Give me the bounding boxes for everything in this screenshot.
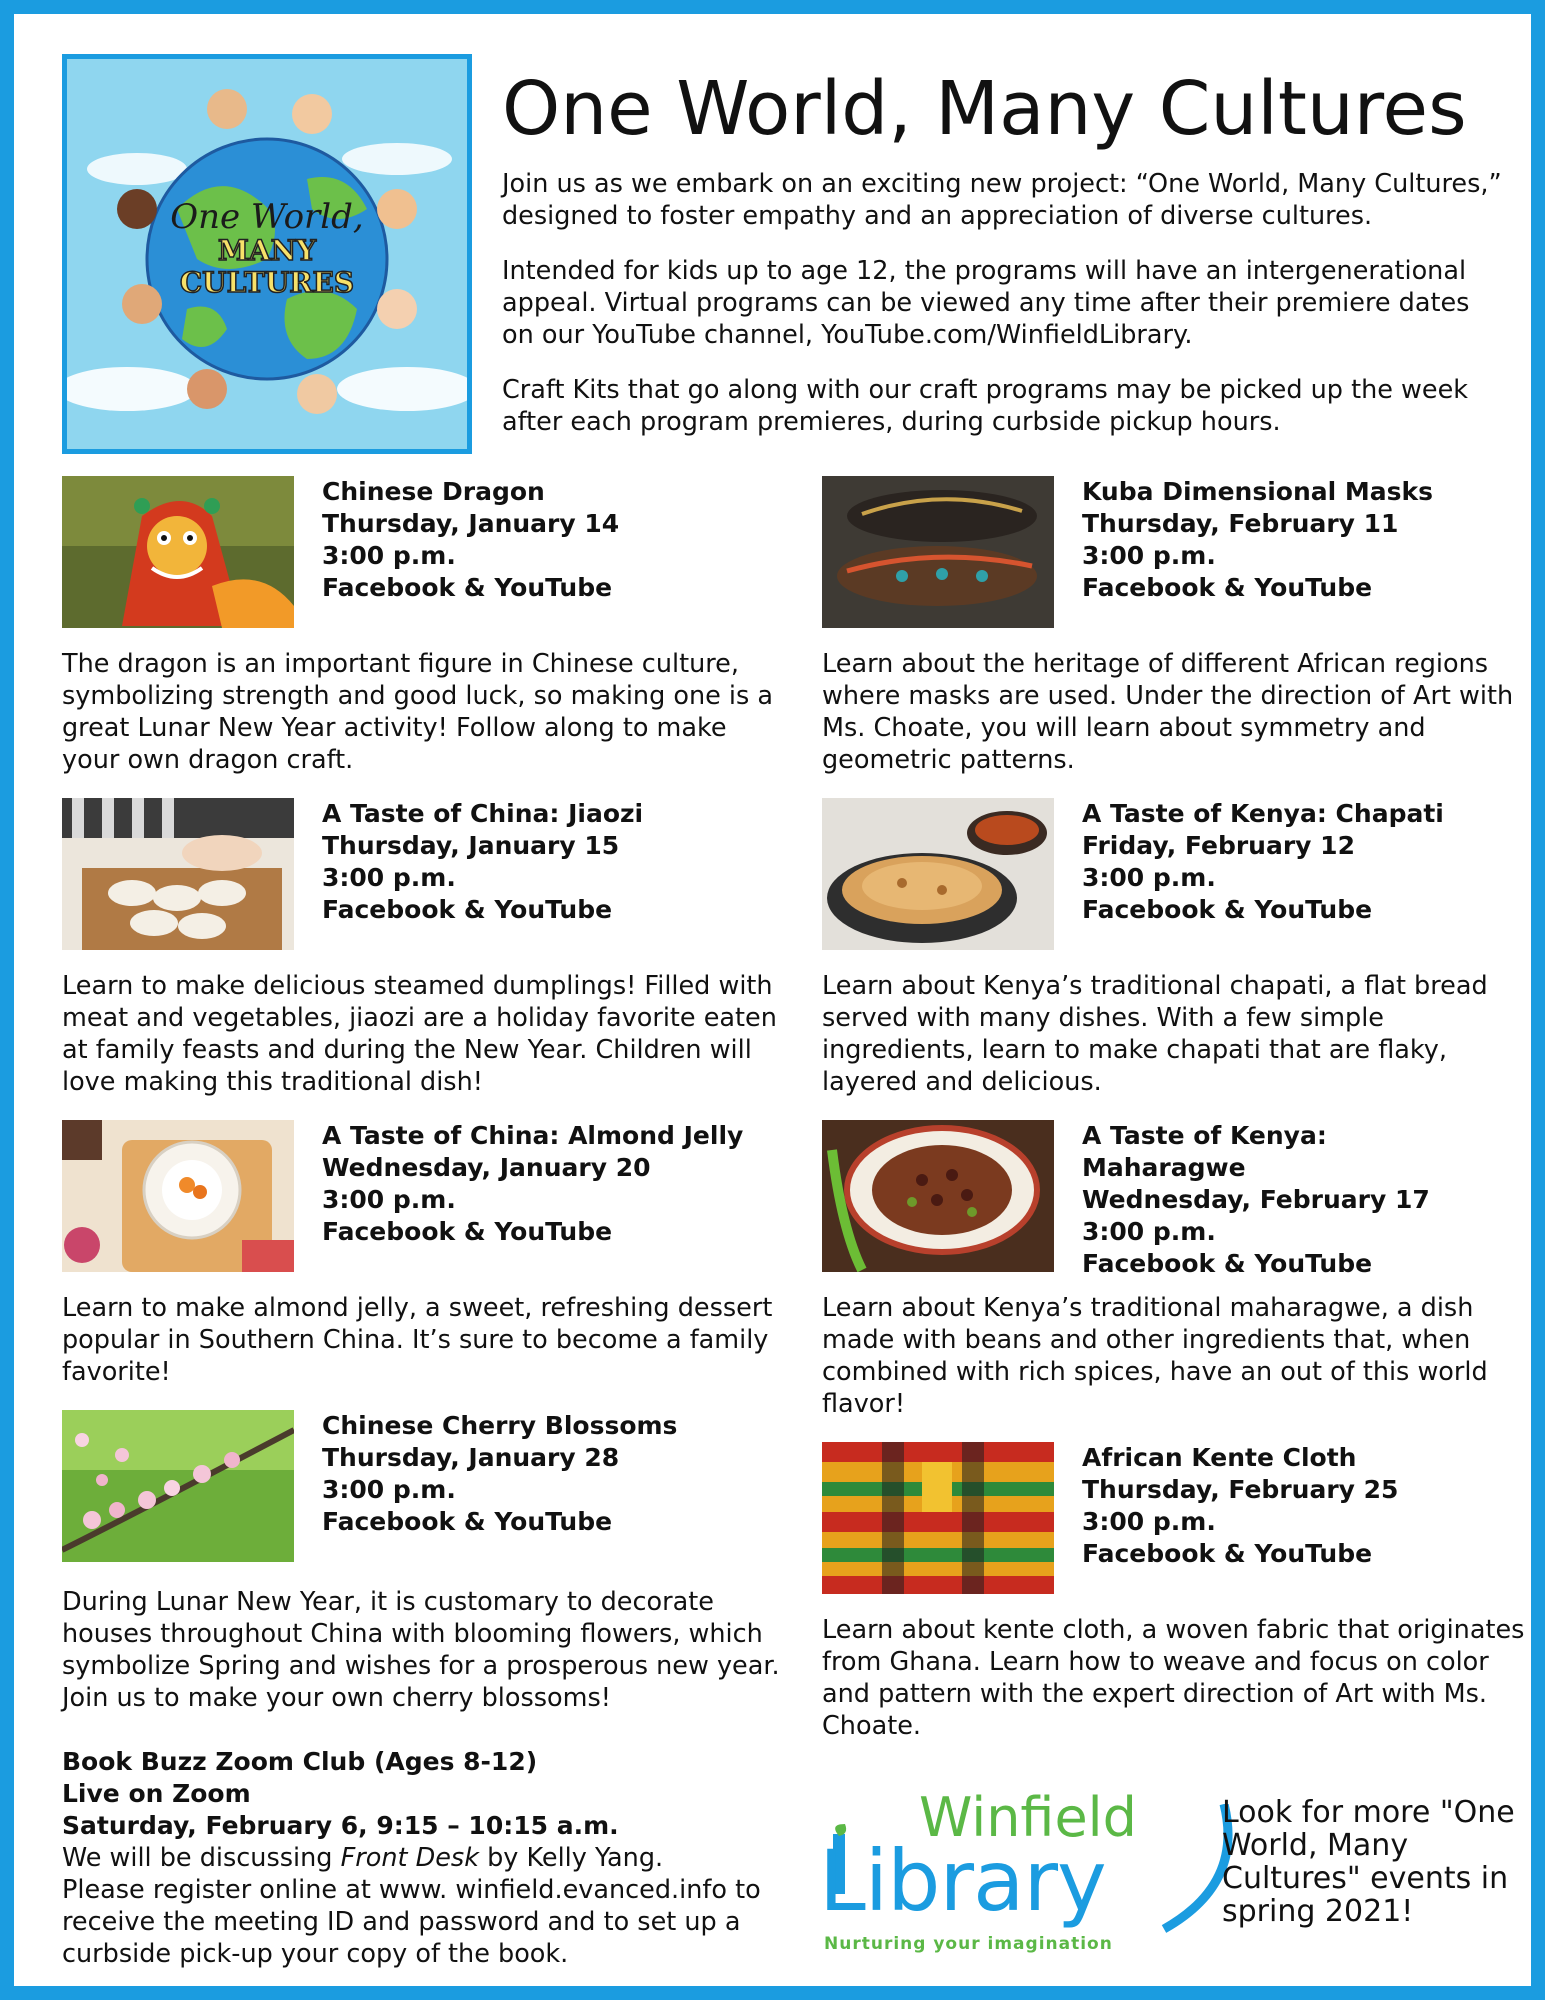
event-time: 3:00 p.m. <box>322 863 456 892</box>
event-date: Thursday, January 14 <box>322 509 620 538</box>
almond-jelly-image <box>62 1120 294 1272</box>
event-description: Learn about Kenya’s traditional chapati, a flat bread served with many dishes. With a few simple ingredients, learn to make chapati that are flaky, layered and delicious. <box>822 971 1488 1097</box>
event-platform: Facebook & YouTube <box>1082 573 1373 602</box>
book-club-date: Saturday, February 6, 9:15 – 10:15 a.m. <box>62 1811 619 1840</box>
event-date: Thursday, February 25 <box>1082 1475 1399 1504</box>
event-description: The dragon is an important figure in Chinese culture, symbolizing strength and good luck, so making one is a great Lunar New Year activity! Follow along to make your own dragon craft. <box>62 649 774 775</box>
event-platform: Facebook & YouTube <box>322 1217 613 1246</box>
event-description: Learn to make almond jelly, a sweet, refreshing dessert popular in Southern China. It’s sure to become a family favorite! <box>62 1293 773 1387</box>
event-title-continued: Maharagwe <box>1082 1153 1246 1182</box>
event-platform: Facebook & YouTube <box>1082 1249 1373 1278</box>
logo-text <box>162 199 372 299</box>
event-platform: Facebook & YouTube <box>1082 895 1373 924</box>
event-time: 3:00 p.m. <box>322 1185 456 1214</box>
event-title: Kuba Dimensional Masks <box>1082 477 1434 506</box>
event-heading <box>1082 476 1545 604</box>
cherry-blossoms-image <box>62 1410 294 1562</box>
event-date: Wednesday, February 17 <box>1082 1185 1430 1214</box>
book-title: Front Desk <box>340 1843 479 1873</box>
kente-image <box>822 1442 1054 1594</box>
book-author: by Kelly Yang. <box>478 1843 664 1873</box>
event-description: Learn to make delicious steamed dumplings! Filled with meat and vegetables, jiaozi are a holiday favorite eaten at family feasts and during the New Year. Children will love making this traditional dish! <box>62 971 777 1097</box>
book-club-registration: Please register online at www. winfield.evanced.info to receive the meeting ID and password and to set up a curbside pick-up your copy of the book. <box>62 1875 761 1969</box>
flyer-page <box>14 14 1531 1986</box>
event-description: Learn about Kenya’s traditional maharagwe, a dish made with beans and other ingredients that, when combined with rich spices, have an out of this world flavor! <box>822 1293 1488 1419</box>
event-heading <box>322 1120 792 1248</box>
maharagwe-image <box>822 1120 1054 1272</box>
winfield-library-logo <box>819 1786 1219 1964</box>
brand-bottom-word: Library <box>819 1832 1106 1930</box>
chapati-image <box>822 798 1054 950</box>
more-events-note: Look for more "One World, Many Cultures" events in spring 2021! <box>1222 1795 1515 1929</box>
intro <box>502 168 1502 461</box>
event-heading <box>322 1410 792 1538</box>
book-buzz-section <box>62 1746 782 1970</box>
event-heading <box>1082 1442 1545 1570</box>
brand-top-word: Winfield <box>919 1786 1137 1849</box>
event-title: A Taste of Kenya: <box>1082 1121 1327 1150</box>
event-heading <box>322 476 792 604</box>
book-club-title: Book Buzz Zoom Club (Ages 8-12) <box>62 1747 538 1776</box>
dragon-image <box>62 476 294 628</box>
event-time: 3:00 p.m. <box>1082 863 1216 892</box>
event-title: Chinese Cherry Blossoms <box>322 1411 678 1440</box>
event-time: 3:00 p.m. <box>322 1475 456 1504</box>
event-platform: Facebook & YouTube <box>1082 1539 1373 1568</box>
event-title: A Taste of Kenya: Chapati <box>1082 799 1444 828</box>
masks-image <box>822 476 1054 628</box>
event-description: During Lunar New Year, it is customary to decorate houses throughout China with blooming flowers, which symbolize Spring and wishes for a prosperous new year. Join us to make your own cherry blossoms! <box>62 1587 780 1713</box>
event-time: 3:00 p.m. <box>1082 1217 1216 1246</box>
event-platform: Facebook & YouTube <box>322 573 613 602</box>
intro-paragraph: Join us as we embark on an exciting new project: “One World, Many Cultures,” designed to foster empathy and an appreciation of diverse cultures. <box>502 169 1502 231</box>
event-date: Thursday, January 15 <box>322 831 620 860</box>
event-title: African Kente Cloth <box>1082 1443 1357 1472</box>
event-heading <box>1082 1120 1545 1280</box>
event-time: 3:00 p.m. <box>1082 1507 1216 1536</box>
brand-tagline: Nurturing your imagination <box>824 1934 1113 1954</box>
page-title: One World, Many Cultures <box>502 66 1467 152</box>
event-time: 3:00 p.m. <box>1082 541 1216 570</box>
intro-paragraph: Intended for kids up to age 12, the programs will have an intergenerational appeal. Virtual programs can be viewed any time after their premiere dates on our YouTube channel, YouTube.com/WinfieldLibrary. <box>502 256 1470 350</box>
event-platform: Facebook & YouTube <box>322 1507 613 1536</box>
event-description: Learn about kente cloth, a woven fabric that originates from Ghana. Learn how to weave and focus on color and pattern with the expert direction of Art with Ms. Choate. <box>822 1615 1525 1741</box>
event-heading <box>322 798 792 926</box>
intro-paragraph: Craft Kits that go along with our craft programs may be picked up the week after each program premieres, during curbside pickup hours. <box>502 375 1469 437</box>
book-club-text: We will be discussing <box>62 1843 341 1873</box>
dumplings-image <box>62 798 294 950</box>
event-date: Wednesday, January 20 <box>322 1153 651 1182</box>
event-heading <box>1082 798 1545 926</box>
event-platform: Facebook & YouTube <box>322 895 613 924</box>
event-date: Thursday, February 11 <box>1082 509 1399 538</box>
event-title: Chinese Dragon <box>322 477 545 506</box>
logo-line-1: One World, <box>170 197 364 237</box>
event-time: 3:00 p.m. <box>322 541 456 570</box>
event-date: Friday, February 12 <box>1082 831 1355 860</box>
event-title: A Taste of China: Jiaozi <box>322 799 644 828</box>
book-club-venue: Live on Zoom <box>62 1779 251 1808</box>
one-world-logo <box>62 54 472 454</box>
logo-line-3: CULTURES <box>179 266 355 299</box>
event-date: Thursday, January 28 <box>322 1443 620 1472</box>
book-club-book <box>62 1842 782 1874</box>
event-description: Learn about the heritage of different African regions where masks are used. Under the direction of Art with Ms. Choate, you will learn about symmetry and geometric patterns. <box>822 649 1514 775</box>
event-title: A Taste of China: Almond Jelly <box>322 1121 744 1150</box>
logo-line-2: MANY <box>217 234 317 267</box>
